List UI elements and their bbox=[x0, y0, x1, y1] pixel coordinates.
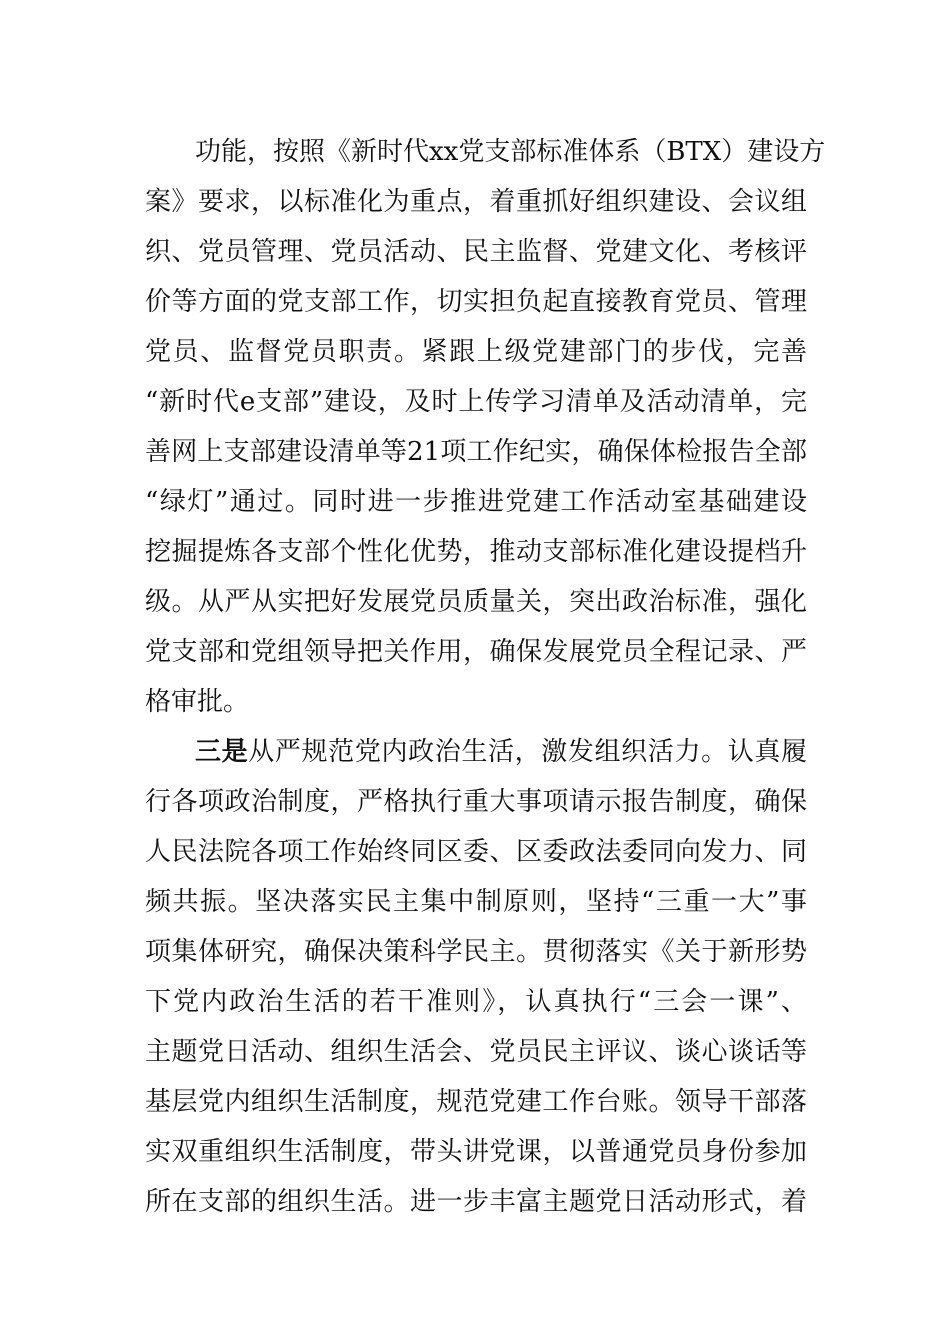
paragraph1-line: 案》要求，以标准化为重点，着重抓好组织建设、会议组 bbox=[145, 187, 807, 217]
paragraph2-line: 人民法院各项工作始终同区委、区委政法委同向发力、同 bbox=[145, 837, 807, 867]
paragraph2-first-rest: 从严规范党内政治生活，激发组织活力。认真履 bbox=[248, 737, 807, 767]
paragraph1-line-last: 格审批。 bbox=[145, 687, 250, 717]
paragraph2-line: 频共振。坚决落实民主集中制原则，坚持“三重一大”事 bbox=[145, 887, 807, 917]
paragraph2-line: 行各项政治制度，严格执行重大事项请示报告制度，确保 bbox=[145, 787, 807, 817]
paragraph1-line: 党支部和党组领导把关作用，确保发展党员全程记录、严 bbox=[145, 637, 807, 667]
paragraph2-line: 基层党内组织生活制度，规范党建工作台账。领导干部落 bbox=[145, 1087, 807, 1117]
paragraph1-line: 善网上支部建设清单等21项工作纪实，确保体检报告全部 bbox=[145, 437, 807, 467]
paragraph1-line: “绿灯”通过。同时进一步推进党建工作活动室基础建设 bbox=[145, 487, 807, 517]
paragraph2-first-line bbox=[195, 734, 807, 770]
paragraph1-line: 挖掘提炼各支部个性化优势，推动支部标准化建设提档升 bbox=[145, 537, 807, 567]
paragraph2-line: 项集体研究，确保决策科学民主。贯彻落实《关于新形势 bbox=[145, 937, 807, 967]
paragraph2-line: 下党内政治生活的若干准则》，认真执行“三会一课”、 bbox=[145, 987, 807, 1017]
paragraph2-line: 主题党日活动、组织生活会、党员民主评议、谈心谈话等 bbox=[145, 1037, 807, 1067]
paragraph1-line: 价等方面的党支部工作，切实担负起直接教育党员、管理 bbox=[145, 287, 807, 317]
paragraph1-line: 功能，按照《新时代xx党支部标准体系（BTX）建设方 bbox=[195, 137, 826, 167]
paragraph1-line: 织、党员管理、党员活动、民主监督、党建文化、考核评 bbox=[145, 237, 807, 267]
paragraph1-line: 党员、监督党员职责。紧跟上级党建部门的步伐，完善 bbox=[145, 337, 807, 367]
paragraph2-lead: 三是 bbox=[195, 737, 249, 767]
paragraph2-line: 所在支部的组织生活。进一步丰富主题党日活动形式，着 bbox=[145, 1187, 807, 1217]
paragraph1-line: 级。从严从实把好发展党员质量关，突出政治标准，强化 bbox=[145, 587, 807, 617]
paragraph1-line: “新时代e支部”建设，及时上传学习清单及活动清单，完 bbox=[145, 387, 807, 417]
paragraph2-line: 实双重组织生活制度，带头讲党课，以普通党员身份参加 bbox=[145, 1137, 807, 1167]
